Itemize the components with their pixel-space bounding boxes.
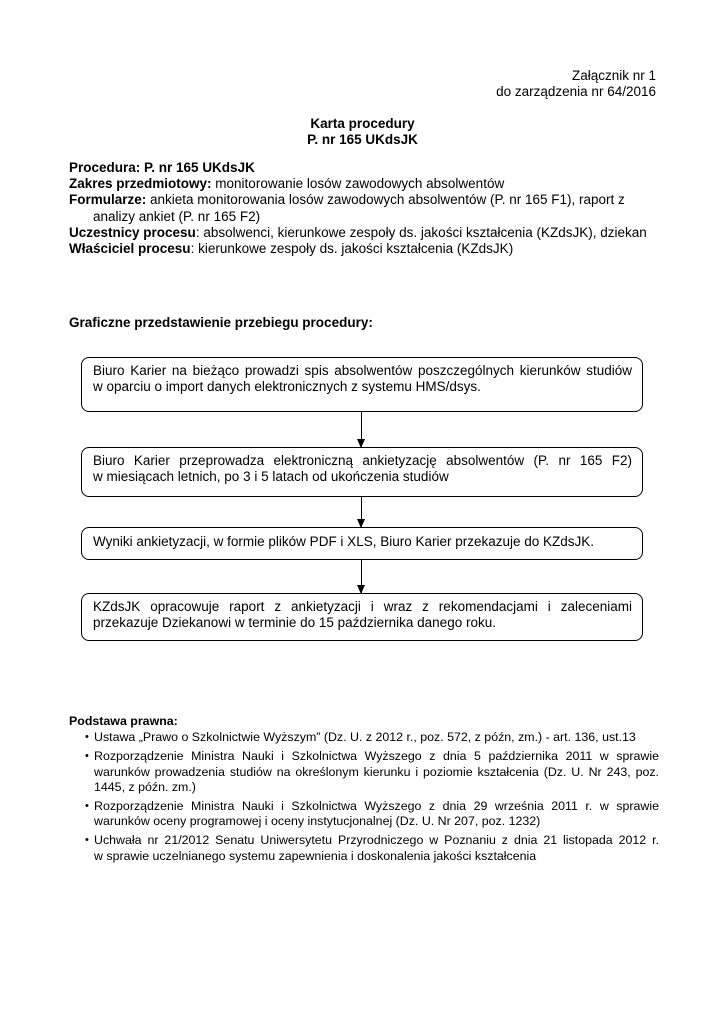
legal-basis-item-3-line-2: warunków oceny programowej i oceny instytucjonalnej (Dz. U. Nr 207, poz. 1232) [94,814,541,829]
flowchart-heading: Graficzne przedstawienie przebiegu procedury: [69,315,373,330]
bullet-icon: • [85,834,89,847]
forms-value: ankieta monitorowania losów zawodowych absolwentów (P. nr 165 F1), raport z [146,192,625,208]
legal-basis-item-4-line-1: Uchwała nr 21/2012 Senatu Uniwersytetu Przyrodniczego w Poznaniu z dnia 21 listopada 2012 r. [94,833,659,848]
participants-label: Uczestnicy procesu [69,224,196,240]
owner-label: Właściciel procesu [69,241,191,257]
annex-number: Załącznik nr 1 [571,68,656,83]
scope-label: Zakres przedmiotowy: [69,176,212,192]
legal-basis-item-2-line-1: Rozporządzenie Ministra Nauki i Szkolnictwa Wyższego z dnia 5 października 2011 w sprawie [94,749,659,764]
legal-basis-item-3-line-1: Rozporządzenie Ministra Nauki i Szkolnictwa Wyższego z dnia 29 września 2011 r. w sprawie [94,799,659,814]
forms-row-continuation [69,209,669,225]
flow-step-2-line-1: Biuro Karier przeprowadza elektroniczną ankietyzację absolwentów (P. nr 165 F2) [93,453,632,468]
flow-arrow-2 [361,497,362,527]
flow-step-4-line-2: przekazuje Dziekanowi w terminie do 15 października danego roku. [93,615,496,630]
flow-step-4 [81,593,643,641]
procedure-label: Procedura: P. nr 165 UKdsJK [69,160,255,175]
document-title [0,116,725,148]
annex-order-reference: do zarządzenia nr 64/2016 [496,84,656,99]
legal-basis-item [69,749,659,795]
forms-label: Formularze: [69,192,147,208]
title-line-1: Karta procedury [310,116,415,131]
legal-basis-item-2-line-3: 1445, z późn. zm.) [94,779,196,794]
flow-arrow-3 [361,560,362,593]
owner-value: : kierunkowe zespoły ds. jakości kształcenia (KZdsJK) [190,241,514,257]
participants-value: : absolwenci, kierunkowe zespoły ds. jakości kształcenia (KZdsJK), dziekan [195,224,647,240]
flow-step-3-line-1: Wyniki ankietyzacji, w formie plików PDF i XLS, Biuro Karier przekazuje do KZdsJK. [93,534,595,549]
flow-arrow-1 [361,412,362,447]
flow-step-1 [81,357,643,412]
legal-basis-item-2-line-2: warunków prowadzenia studiów na określonym kierunku i poziomie kształcenia (Dz. U. Nr 243, poz. [94,764,659,779]
bullet-icon: • [85,750,89,763]
forms-value-continuation: analizy ankiet (P. nr 165 F2) [93,208,261,224]
title-line-2: P. nr 165 UKdsJK [307,132,418,147]
legal-basis [69,714,659,868]
flow-step-2-line-2: w miesiącach letnich, po 3 i 5 latach od ukończenia studiów [93,469,449,484]
legal-basis-item-1-line-1: Ustawa „Prawo o Szkolnictwie Wyższym” (Dz. U. z 2012 r., poz. 572, z późn, zm.) - art. 136, ust.13 [94,730,636,745]
scope-row [69,176,669,192]
flow-step-1-line-2: w oparciu o import danych elektronicznych z systemu HMS/dsys. [93,379,481,394]
flow-step-3 [81,527,643,560]
legal-basis-item-4-line-2: w sprawie uczelnianego systemu zapewnienia i doskonalenia jakości kształcenia [94,848,537,863]
procedure-row [69,160,669,176]
procedure-metadata [69,160,669,257]
legal-basis-item [69,799,659,829]
forms-row [69,192,669,208]
legal-basis-item [69,730,659,745]
participants-row [69,225,669,241]
flow-step-2 [81,447,643,497]
legal-basis-item [69,833,659,863]
owner-row [69,241,669,257]
flow-step-4-line-1: KZdsJK opracowuje raport z ankietyzacji i wraz z rekomendacjami i zaleceniami [93,599,632,614]
scope-value: monitorowanie losów zawodowych absolwentów [211,176,505,192]
bullet-icon: • [85,731,89,744]
bullet-icon: • [85,800,89,813]
legal-basis-heading: Podstawa prawna: [69,714,178,728]
annex-reference [496,68,656,100]
legal-basis-list [69,730,659,864]
flow-step-1-line-1: Biuro Karier na bieżąco prowadzi spis absolwentów poszczególnych kierunków studiów [93,363,632,378]
